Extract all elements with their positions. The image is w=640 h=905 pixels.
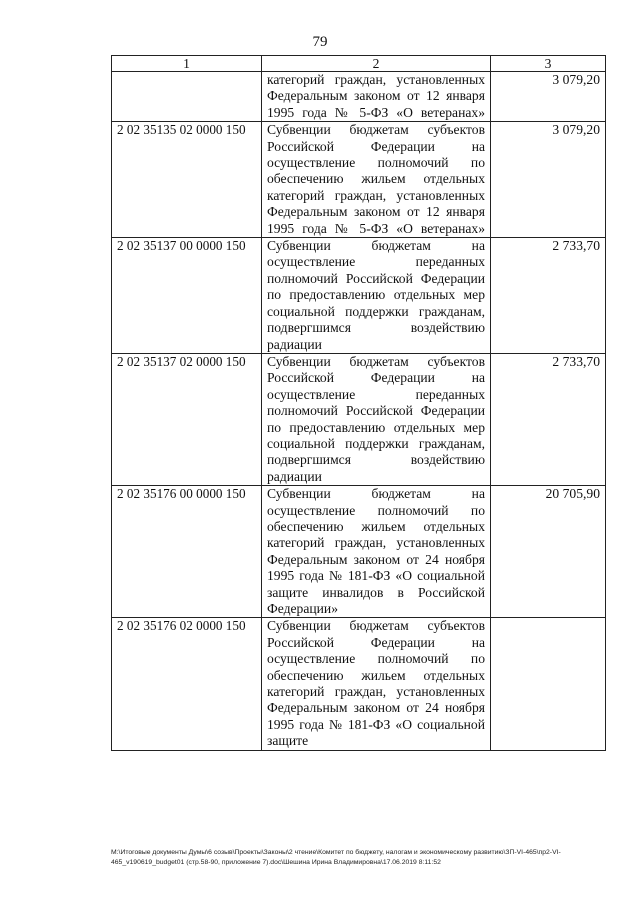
table-row bbox=[112, 122, 606, 238]
row-amount bbox=[491, 618, 606, 750]
page-number: 79 bbox=[312, 34, 328, 50]
row-description: Субвенции бюджетам на осуществление полномочий по обеспечению жильем отдельных категорий граждан, установленных Федеральным законом от 24 ноября 1995 года № 181-ФЗ «О социальной защите инвалидов в Российской Федерации» bbox=[262, 486, 491, 618]
row-amount: 2 733,70 bbox=[491, 353, 606, 485]
budget-code: 2 02 35137 02 0000 150 bbox=[112, 353, 262, 485]
budget-code: 2 02 35137 00 0000 150 bbox=[112, 238, 262, 354]
column-header-description: 2 bbox=[262, 56, 491, 72]
column-header-code: 1 bbox=[112, 56, 262, 72]
table-row bbox=[112, 486, 606, 618]
row-description: Субвенции бюджетам субъектов Российской Федерации на осуществление полномочий по обеспечению жильем отдельных категорий граждан, установленных Федеральным законом от 24 ноября 1995 года № 181-ФЗ «О социальной защите bbox=[262, 618, 491, 750]
row-description: Субвенции бюджетам субъектов Российской Федерации на осуществление полномочий по обеспечению жильем отдельных категорий граждан, установленных Федеральным законом от 12 января 1995 года № 5-ФЗ «О ветеранах» bbox=[262, 122, 491, 238]
row-amount: 20 705,90 bbox=[491, 486, 606, 618]
table-header-row bbox=[112, 56, 606, 72]
file-path-footer: M:\Итоговые документы Думы\6 созыв\Проекты\Законы\2 чтение\Комитет по бюджету, налогам и экономическому развитию\ЗП-VI-465\пр2-VI-465_v190619_budget01 (стр.58-90, приложение 7).doc\Шешина Ирина Владимировна\17.06.2019 8:11:52 bbox=[111, 849, 561, 866]
row-description: Субвенции бюджетам на осуществление переданных полномочий Российской Федерации по предоставлению отдельных мер социальной поддержки гражданам, подвергшимся воздействию радиации bbox=[262, 238, 491, 354]
table-row bbox=[112, 353, 606, 485]
table-row bbox=[112, 618, 606, 750]
column-header-amount: 3 bbox=[491, 56, 606, 72]
table-row bbox=[112, 238, 606, 354]
row-amount: 2 733,70 bbox=[491, 238, 606, 354]
row-description: Субвенции бюджетам субъектов Российской Федерации на осуществление переданных полномочий Российской Федерации по предоставлению отдельных мер социальной поддержки гражданам, подвергшимся воздействию радиации bbox=[262, 353, 491, 485]
row-description: категорий граждан, установленных Федеральным законом от 12 января 1995 года № 5-ФЗ «О ветеранах» bbox=[262, 72, 491, 122]
budget-table bbox=[111, 55, 606, 751]
row-amount: 3 079,20 bbox=[491, 72, 606, 122]
row-amount: 3 079,20 bbox=[491, 122, 606, 238]
table-row bbox=[112, 72, 606, 122]
budget-code: 2 02 35135 02 0000 150 bbox=[112, 122, 262, 238]
budget-code bbox=[112, 72, 262, 122]
budget-code: 2 02 35176 02 0000 150 bbox=[112, 618, 262, 750]
budget-code: 2 02 35176 00 0000 150 bbox=[112, 486, 262, 618]
